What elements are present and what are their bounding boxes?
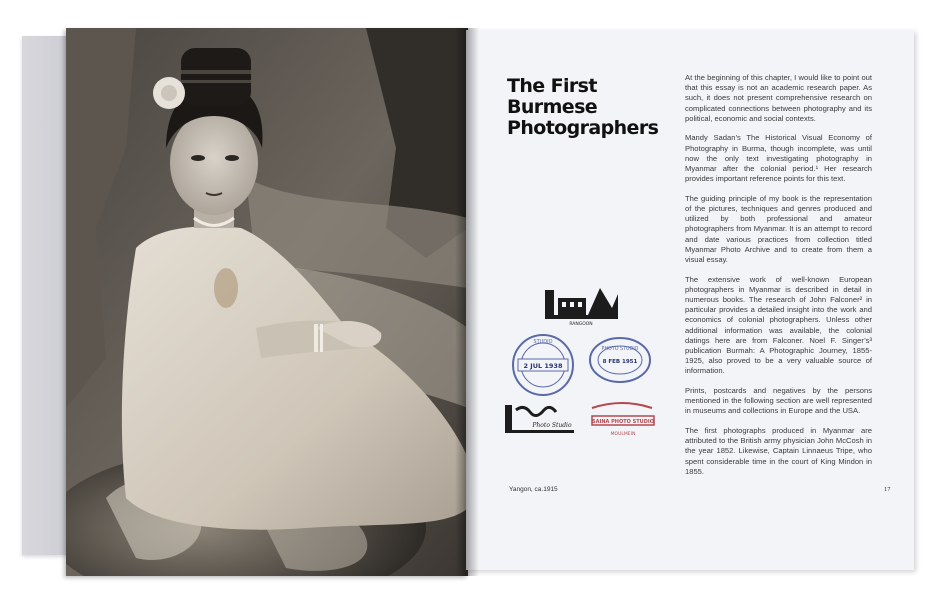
photo-caption: Yangon, ca.1915: [509, 486, 558, 493]
stamp-saina-photo-studio: [592, 403, 654, 437]
left-page-photograph: [66, 28, 468, 576]
paragraph: Prints, postcards and negatives by the persons mentioned in the following section are well represented in museums and collections in Europe and the USA.: [685, 386, 872, 416]
paragraph: Mandy Sadan’s The Historical Visual Economy of Photography in Burma, though incomplete, was until now the only text investigating photography in Myanmar after the colonial period.¹ Her research provides important reference points for this text.: [685, 133, 872, 184]
stamp-oval-photo-studio: [590, 338, 650, 382]
stamp-studio-text: STUDIO: [533, 339, 553, 345]
paragraph: At the beginning of this chapter, I would like to point out that this essay is not an academic research paper. As such, it does not present comprehensive research on complicated connections between photography and its political, economic and social contexts.: [685, 73, 872, 123]
paragraph: The guiding principle of my book is the representation of the pictures, techniques and genres produced and utilized by both professional and amateur photographers from Myanmar. It is an attempt to record and date various practices from collection titled Myanmar Photo Archive and to create from them a visual essay.: [685, 193, 872, 265]
stamp-moulmein-text: MOULMEIN: [610, 432, 636, 437]
paragraph: The first photographs produced in Myanmar are attributed to the British army physician John McCosh in the year 1852. Likewise, Captain Linnaeus Tripe, who spent considerable time in the court of King Mindon in 1855.: [685, 426, 872, 476]
studio-stamps: [500, 280, 670, 450]
stamp-script-photo-studio: [505, 405, 574, 433]
stamp-script-text: Photo Studio: [532, 422, 572, 429]
stamp-date-text: 2 JUL 1938: [523, 362, 563, 370]
stamp-saina-text: SAINA PHOTO STUDIO: [592, 419, 654, 425]
stamp-rangoon-text: RANGOON: [569, 322, 593, 327]
chapter-title: The First Burmese Photographers: [507, 75, 659, 139]
chapter-body-text: [685, 73, 872, 486]
paragraph: The extensive work of well-known European photographers in Myanmar is described in detail in numerous books. The research of John Falconer² in particular provides a detailed insight into the work and economics of colonial photographers. Unless other additional information was available, the colonial datings here are from Falconer. Noel F. Singer’s³ publication Burmah: A Photographic Journey, 1855-1925, also proved to be a very valuable source of information.: [685, 274, 872, 376]
stamp-rangoon-studio: [545, 288, 618, 327]
stamp-photo-studio-text: PHOTO STUDIO: [601, 347, 639, 352]
page-number: 17: [884, 486, 891, 493]
stamp-date-text-2: 8 FEB 1951: [602, 359, 638, 365]
portrait-photo-image: [66, 28, 468, 576]
stamp-round-date-1: [513, 335, 573, 395]
